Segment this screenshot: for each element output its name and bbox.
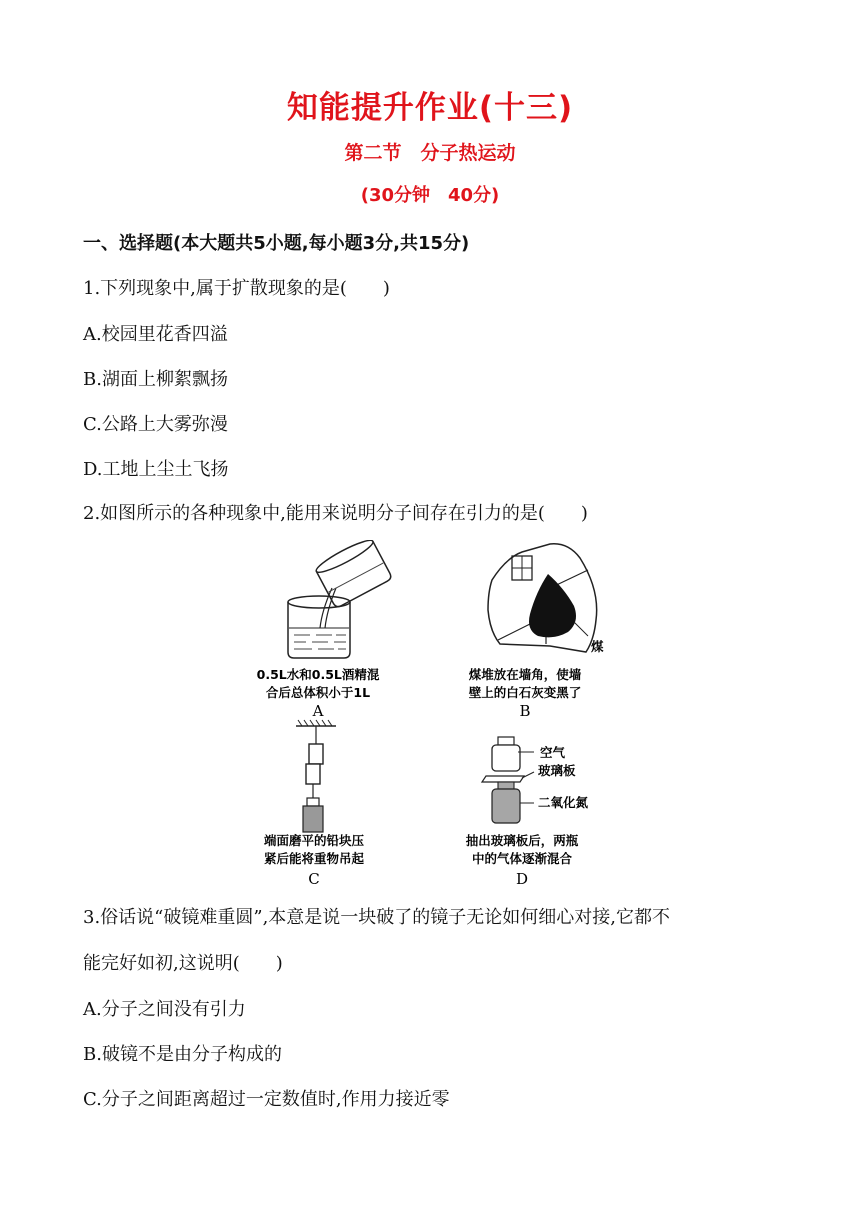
panel-b-coal-label: 煤 — [591, 639, 604, 654]
question-1-stem: 1.下列现象中,属于扩散现象的是( ) — [83, 278, 390, 299]
panel-c-caption-line1: 端面磨平的铅块压 — [263, 833, 365, 848]
question-1-option-d: D.工地上尘土飞扬 — [83, 459, 229, 480]
question-1-option-b: B.湖面上柳絮飘扬 — [83, 369, 228, 390]
panel-b-caption-line2: 壁上的白石灰变黑了 — [468, 685, 582, 700]
panel-b-caption-line1: 煤堆放在墙角，使墙 — [468, 667, 582, 682]
panel-d-no2-label: 二氧化氮 — [538, 795, 589, 810]
question-3-option-b: B.破镜不是由分子构成的 — [83, 1044, 282, 1065]
panel-a-caption-line1: 0.5L水和0.5L酒精混 — [256, 667, 380, 682]
section-subtitle: 第二节 分子热运动 — [344, 142, 516, 164]
panel-c-letter: C — [308, 870, 320, 888]
panel-a-caption-line2: 合后总体积小于1L — [265, 685, 371, 700]
question-2-figure — [250, 540, 630, 890]
panel-a-letter: A — [312, 702, 324, 720]
panel-c-caption-line2: 紧后能将重物吊起 — [263, 851, 365, 866]
panel-a-beakers-illustration — [288, 540, 393, 658]
question-3-option-a: A.分子之间没有引力 — [83, 999, 246, 1020]
question-3-stem-line1: 3.俗话说“破镜难重圆”,本意是说一块破了的镜子无论如何细心对接,它都不 — [83, 907, 671, 928]
panel-d-glass-plate-label: 玻璃板 — [538, 763, 576, 778]
panel-d-caption-line2: 中的气体逐渐混合 — [471, 851, 573, 866]
panel-d-gas-bottles-illustration — [482, 737, 534, 823]
question-3-stem-line2: 能完好如初,这说明( ) — [83, 953, 283, 974]
panel-b-wall-corner-illustration — [488, 544, 597, 652]
section-heading: 一、选择题(本大题共5小题,每小题3分,共15分) — [83, 233, 470, 254]
panel-d-letter: D — [515, 870, 529, 888]
panel-d-air-label: 空气 — [540, 745, 566, 760]
page-title: 知能提升作业(十三) — [286, 90, 574, 126]
panel-c-lead-blocks-illustration — [296, 720, 336, 832]
question-1-option-c: C.公路上大雾弥漫 — [83, 414, 228, 435]
question-2-stem: 2.如图所示的各种现象中,能用来说明分子间存在引力的是( ) — [83, 503, 588, 524]
question-3-option-c: C.分子之间距离超过一定数值时,作用力接近零 — [83, 1089, 450, 1110]
panel-b-letter: B — [519, 702, 531, 720]
panel-d-caption-line1: 抽出玻璃板后，两瓶 — [465, 833, 579, 848]
time-score-info: (30分钟 40分) — [360, 185, 500, 206]
question-1-option-a: A.校园里花香四溢 — [83, 324, 228, 345]
